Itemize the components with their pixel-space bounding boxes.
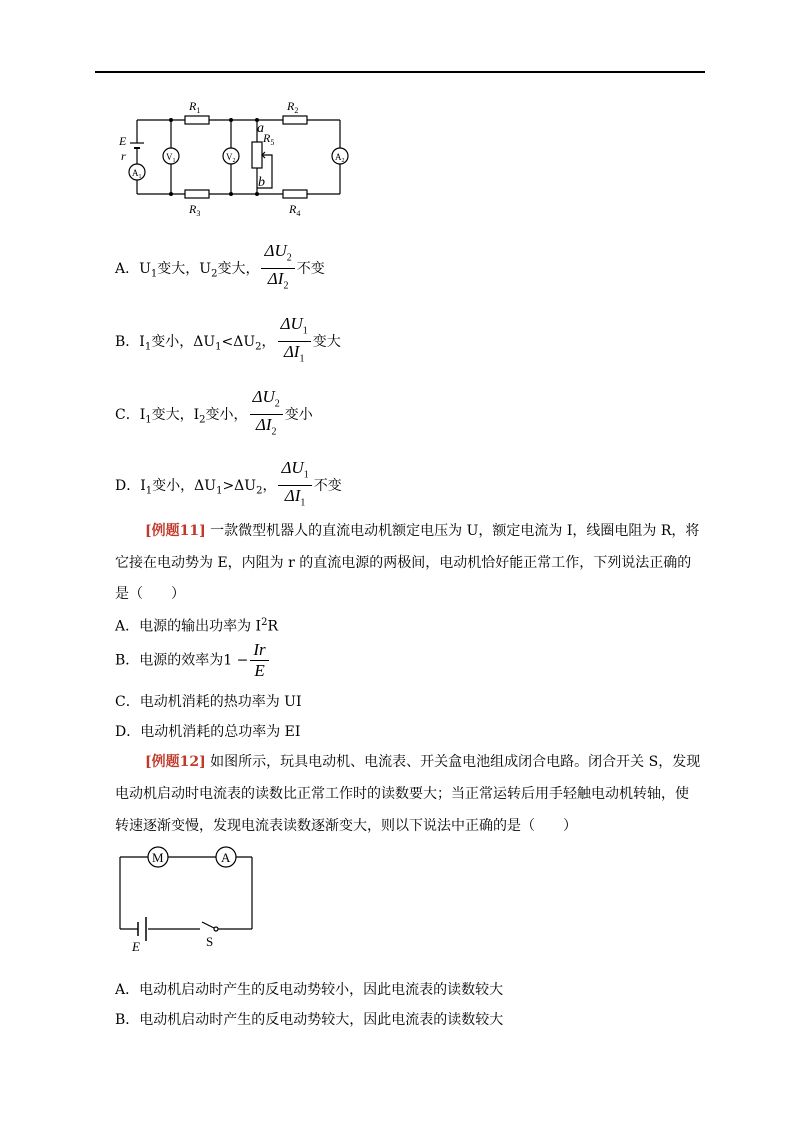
label-A1: $A_1$ [132,168,142,180]
label-E: E [119,134,127,148]
label-V2: $V_2$ [226,152,236,164]
q12-stem-line2: 电动机启动时电流表的读数比正常工作时的读数要大；当正常运转后用手轻触电动机转轴，使 [115,786,689,802]
label-R3: $R_3$ [189,202,201,218]
label-V1: $V_1$ [166,152,176,164]
q10-option-a: A．$U_1$变大，$U_2$变大， $\frac{\Delta U_2}{\Delta I_2}$ 不变 [115,241,325,297]
q12-stem-line3: 转速逐渐变慢，发现电流表读数逐渐变大，则以下说法中正确的是（ ） [115,818,577,834]
motor-label: M [152,850,164,865]
example-label: [例题12] [145,754,206,770]
q11-option-c: C．电动机消耗的热功率为 UI [115,694,302,710]
label-R4: $R_4$ [289,202,301,218]
q11-option-b: B．电源的效率为1 − $\frac{Ir}{E}$ [115,640,271,681]
battery-label: E [132,939,140,952]
q10-option-c: C．$I_1$变大，$I_2$变小， $\frac{\Delta U_2}{\Delta I_2}$ 变小 [115,387,313,443]
q10-option-d: D．$I_1$变小，$\Delta U_1>\Delta U_2$， $\frac{\Delta U_1}{\Delta I_1}$ 不变 [115,458,342,514]
q12-option-a: A．电动机启动时产生的反电动势较小，因此电流表的读数较大 [115,982,504,998]
q11-option-d: D．电动机消耗的总功率为 EI [115,724,301,740]
circuit-diagram-2 [110,842,270,952]
fraction: $\frac{\Delta U_2}{\Delta I_2}$ [250,387,283,443]
fraction: $\frac{\Delta U_1}{\Delta I_1}$ [278,458,311,514]
label-R1: $R_1$ [189,99,201,115]
label-b: b [258,175,265,190]
ammeter-label: A [221,850,231,865]
q11-option-a: A．电源的输出功率为 $I^2R$ [115,617,279,635]
fraction: $\frac{Ir}{E}$ [250,640,268,681]
circuit-diagram-1 [105,90,365,220]
switch-label: S [206,934,214,949]
q11-stem-line1: [例题11] 一款微型机器人的直流电动机额定电压为 U，额定电流为 I，线圈电阻为 R，将 [145,523,700,539]
label-A2: $A_2$ [335,152,345,164]
header-rule [95,71,705,73]
label-a: a [257,121,264,136]
label-R5: $R_5$ [263,131,275,147]
q12-stem-line1: [例题12] 如图所示，玩具电动机、电流表、开关盒电池组成闭合电路。闭合开关 S，发现 [145,754,701,770]
fraction: $\frac{\Delta U_1}{\Delta I_1}$ [278,314,311,370]
example-label: [例题11] [145,523,206,539]
q10-option-b: B．$I_1$变小，$\Delta U_1<\Delta U_2$， $\frac{\Delta U_1}{\Delta I_1}$ 变大 [115,314,341,370]
q12-option-b: B．电动机启动时产生的反电动势较大，因此电流表的读数较大 [115,1012,504,1028]
label-r: r [121,149,126,163]
q11-stem-line3: 是（ ） [115,586,185,602]
fraction: $\frac{\Delta U_2}{\Delta I_2}$ [261,241,294,297]
q11-stem-line2: 它接在电动势为 E，内阻为 r 的直流电源的两极间，电动机恰好能正常工作，下列说法正确的 [115,555,692,571]
label-R2: $R_2$ [287,99,299,115]
